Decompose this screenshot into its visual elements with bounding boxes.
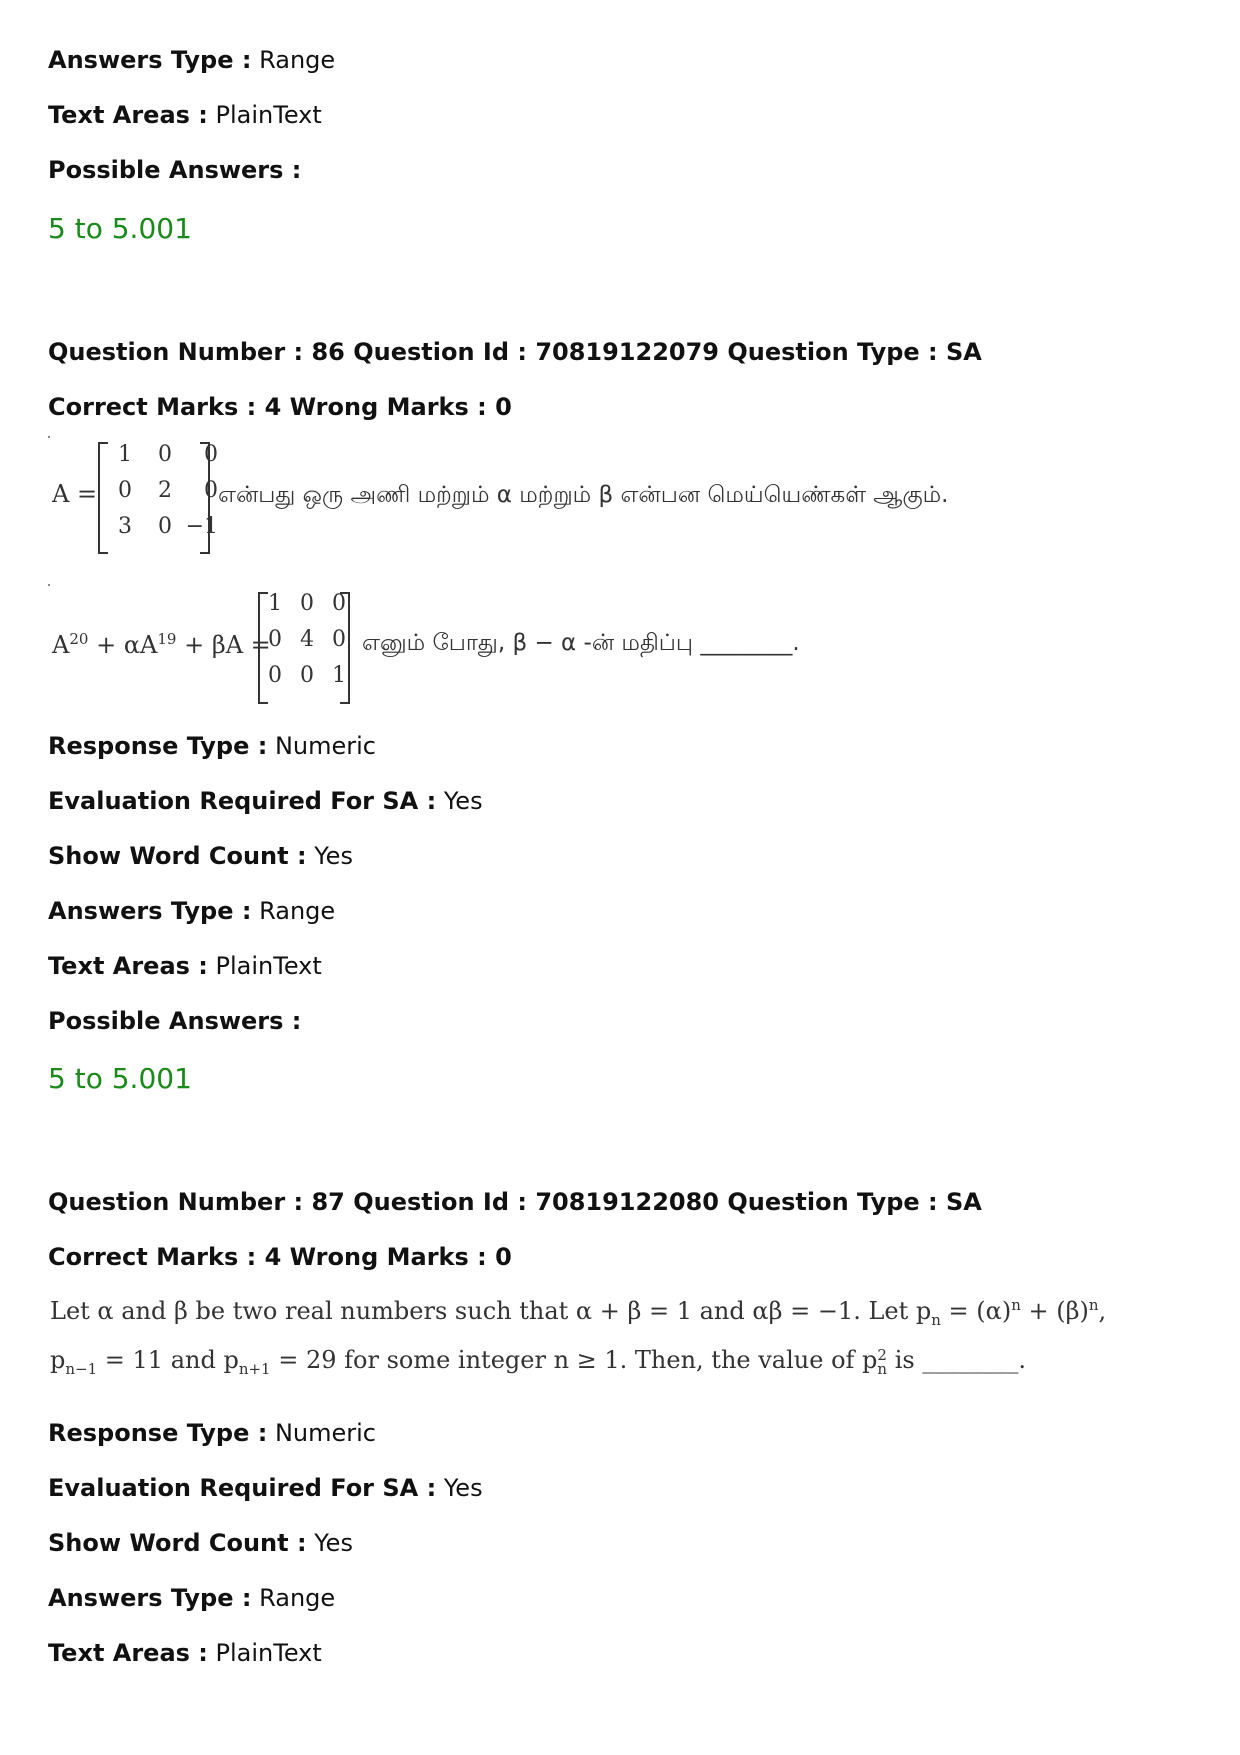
term-a: A bbox=[52, 631, 70, 659]
response-type-row bbox=[48, 1419, 376, 1447]
matrix-cell: 1 bbox=[268, 591, 282, 616]
word-count-label: Show Word Count : bbox=[48, 842, 307, 870]
matrix-lhs: A = bbox=[52, 480, 98, 508]
text-areas-label: Text Areas : bbox=[48, 1639, 208, 1667]
response-type-row bbox=[48, 732, 376, 760]
possible-answer-value: 5 to 5.001 bbox=[48, 212, 192, 245]
sup-sub-stack bbox=[877, 1345, 888, 1378]
answers-type-row bbox=[48, 1584, 335, 1612]
text-areas-label: Text Areas : bbox=[48, 952, 208, 980]
line2-text: is ________. bbox=[887, 1346, 1026, 1374]
matrix-bracket-right bbox=[340, 592, 350, 704]
matrix-cell: 0 bbox=[332, 591, 346, 616]
question-text-line1 bbox=[50, 1296, 1106, 1329]
text-areas-value: PlainText bbox=[215, 952, 322, 980]
text-areas-value: PlainText bbox=[215, 1639, 322, 1667]
answers-type-row bbox=[48, 897, 335, 925]
matrix-cell: 0 bbox=[158, 514, 172, 539]
text-areas-row bbox=[48, 101, 322, 129]
answers-type-label: Answers Type : bbox=[48, 897, 252, 925]
superscript-n: n bbox=[1011, 1296, 1021, 1314]
subscript-n: n bbox=[877, 1359, 888, 1378]
line2-text: = 11 and p bbox=[97, 1346, 239, 1374]
matrix-cell: 1 bbox=[118, 442, 132, 467]
word-count-row bbox=[48, 1529, 353, 1557]
word-count-row bbox=[48, 842, 353, 870]
matrix-cell: 0 bbox=[204, 442, 218, 467]
line2-text: p bbox=[50, 1346, 66, 1374]
subscript-n-minus-1: n−1 bbox=[65, 1359, 98, 1378]
matrix-cell: 0 bbox=[118, 478, 132, 503]
answers-type-label: Answers Type : bbox=[48, 1584, 252, 1612]
answers-type-row bbox=[48, 46, 335, 74]
power-expression bbox=[52, 630, 271, 659]
matrix-bracket-right bbox=[200, 442, 210, 554]
question-header: Question Number : 87 Question Id : 70819122080 Question Type : SA bbox=[48, 1188, 982, 1216]
evaluation-value: Yes bbox=[443, 787, 483, 815]
term-alpha: + αA bbox=[96, 631, 158, 659]
tamil-text-line2: எனும் போது, β − α -ன் மதிப்பு ________. bbox=[362, 630, 800, 656]
matrix-cell: −1 bbox=[185, 514, 218, 539]
tamil-text-line1: என்பது ஒரு அணி மற்றும் α மற்றும் β என்பன மெய்யெண்கள் ஆகும். bbox=[218, 482, 949, 508]
term-beta: + βA = bbox=[184, 631, 271, 659]
matrix-cell: 4 bbox=[300, 627, 314, 652]
matrix-cell: 2 bbox=[158, 478, 172, 503]
text-areas-label: Text Areas : bbox=[48, 101, 208, 129]
line1-text: , bbox=[1098, 1297, 1107, 1325]
subscript-n-plus-1: n+1 bbox=[238, 1359, 271, 1378]
text-areas-row bbox=[48, 952, 322, 980]
matrix-result bbox=[262, 592, 346, 688]
matrix-cell: 0 bbox=[332, 627, 346, 652]
line1-text: = (α) bbox=[940, 1297, 1012, 1325]
superscript-n: n bbox=[1088, 1296, 1099, 1314]
line1-text: + (β) bbox=[1020, 1297, 1089, 1325]
response-type-value: Numeric bbox=[274, 1419, 376, 1447]
answers-type-value: Range bbox=[259, 897, 336, 925]
exponent-20: 20 bbox=[69, 630, 89, 648]
response-type-label: Response Type : bbox=[48, 732, 268, 760]
superscript-2: 2 bbox=[877, 1345, 887, 1364]
line1-text: Let α and β be two real numbers such that α + β = 1 and αβ = −1. Let p bbox=[50, 1297, 932, 1325]
matrix-cell: 0 bbox=[300, 591, 314, 616]
text-areas-value: PlainText bbox=[215, 101, 322, 129]
matrix-cell: 0 bbox=[268, 627, 282, 652]
marks-row: Correct Marks : 4 Wrong Marks : 0 bbox=[48, 1243, 512, 1271]
possible-answers-label: Possible Answers : bbox=[48, 156, 302, 184]
evaluation-row bbox=[48, 787, 483, 815]
matrix-cell: 0 bbox=[300, 663, 314, 688]
matrix-cell: 1 bbox=[332, 663, 346, 688]
evaluation-label: Evaluation Required For SA : bbox=[48, 1474, 437, 1502]
text-areas-row bbox=[48, 1639, 322, 1667]
exponent-19: 19 bbox=[157, 630, 177, 648]
possible-answers-label: Possible Answers : bbox=[48, 1007, 302, 1035]
matrix-cell: 0 bbox=[158, 442, 172, 467]
response-type-value: Numeric bbox=[274, 732, 376, 760]
dot-marker bbox=[48, 584, 50, 586]
answers-type-value: Range bbox=[259, 1584, 336, 1612]
word-count-value: Yes bbox=[314, 1529, 353, 1557]
matrix-cell: 0 bbox=[268, 663, 282, 688]
response-type-label: Response Type : bbox=[48, 1419, 268, 1447]
matrix-cell: 0 bbox=[204, 478, 218, 503]
dot-marker bbox=[48, 436, 50, 438]
evaluation-row bbox=[48, 1474, 483, 1502]
word-count-label: Show Word Count : bbox=[48, 1529, 307, 1557]
evaluation-value: Yes bbox=[443, 1474, 483, 1502]
marks-row: Correct Marks : 4 Wrong Marks : 0 bbox=[48, 393, 512, 421]
matrix-cell: 3 bbox=[118, 514, 132, 539]
evaluation-label: Evaluation Required For SA : bbox=[48, 787, 437, 815]
answers-type-label: Answers Type : bbox=[48, 46, 252, 74]
subscript-n: n bbox=[931, 1310, 941, 1329]
word-count-value: Yes bbox=[314, 842, 353, 870]
answers-type-value: Range bbox=[259, 46, 336, 74]
question-header: Question Number : 86 Question Id : 70819122079 Question Type : SA bbox=[48, 338, 982, 366]
possible-answer-value: 5 to 5.001 bbox=[48, 1062, 192, 1095]
question-text-line2 bbox=[50, 1346, 1026, 1378]
line2-text: = 29 for some integer n ≥ 1. Then, the value of p bbox=[270, 1346, 878, 1374]
